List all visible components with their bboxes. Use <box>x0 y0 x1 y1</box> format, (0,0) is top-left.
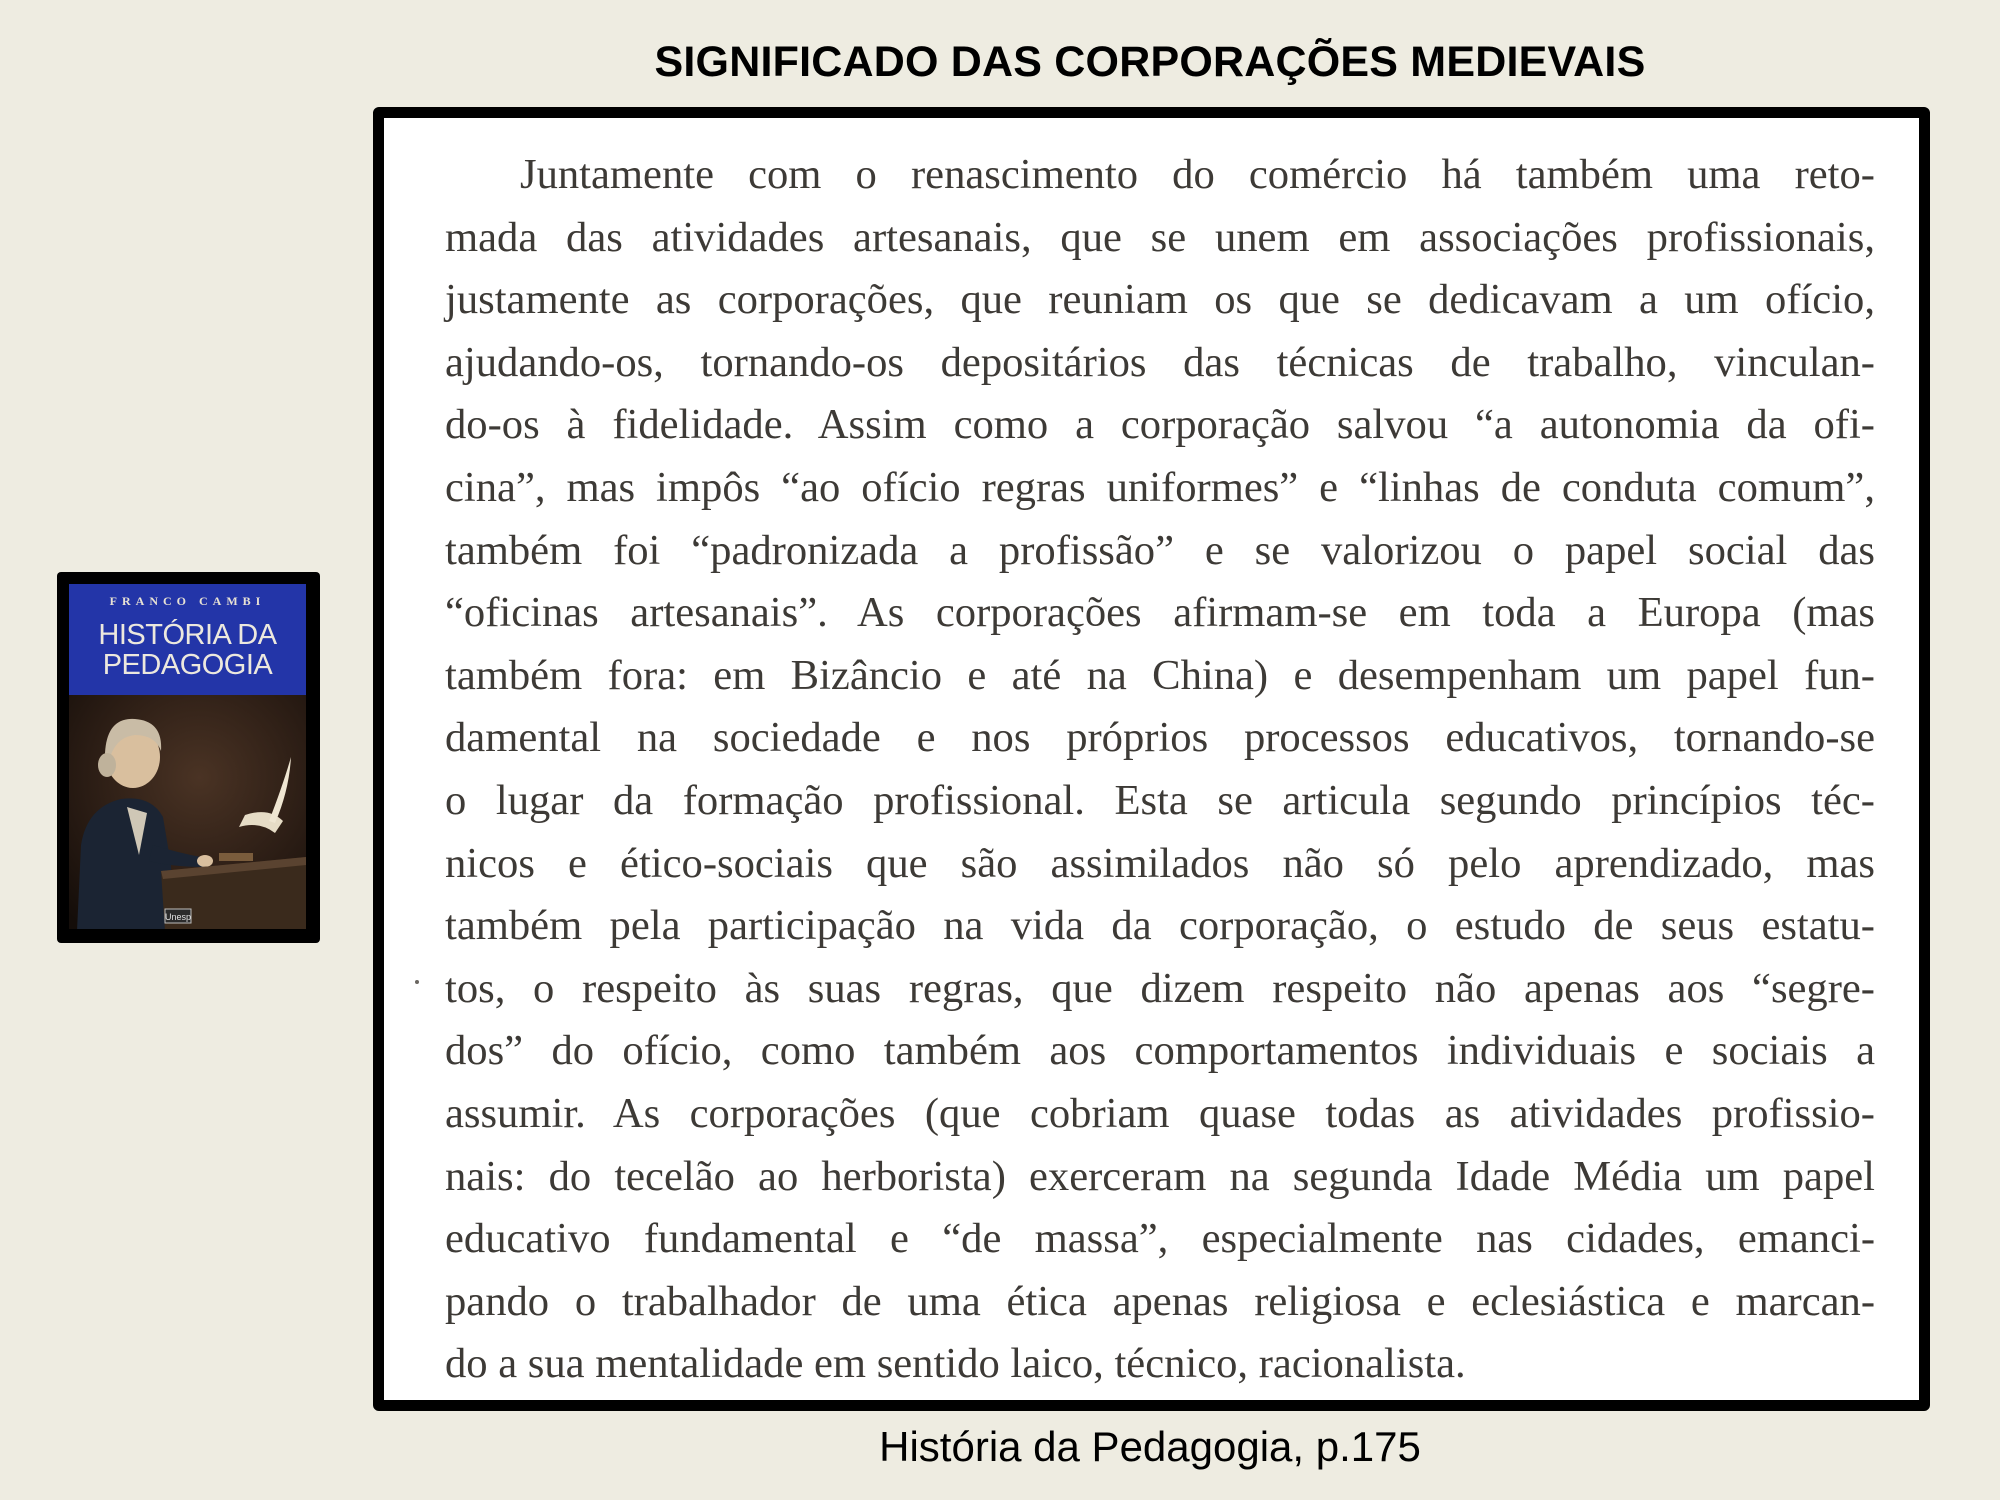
book-cover-inner <box>69 584 306 929</box>
quote-line: do-os à fidelidade. Assim como a corporação salvou “a autonomia da ofi- <box>445 401 1875 449</box>
quote-line: também foi “padronizada a profissão” e se valorizou o papel social das <box>445 526 1875 574</box>
quote-line: justamente as corporações, que reuniam os que se dedicavam a um ofício, <box>445 276 1875 324</box>
quote-line: cina”, mas impôs “ao ofício regras uniformes” e “linhas de conduta comum”, <box>445 463 1875 511</box>
quote-line: do a sua mentalidade em sentido laico, técnico, racionalista. <box>445 1340 1466 1388</box>
quote-line: educativo fundamental e “de massa”, especialmente nas cidades, emanci- <box>445 1215 1875 1263</box>
quote-line: dos” do ofício, como também aos comportamentos individuais e sociais a <box>445 1027 1875 1075</box>
scan-speck <box>415 980 419 984</box>
quote-line: damental na sociedade e nos próprios processos educativos, tornando-se <box>445 714 1875 762</box>
quote-line: nais: do tecelão ao herborista) exerceram na segunda Idade Média um papel <box>445 1152 1875 1200</box>
book-cover-publisher-logo: Unesp <box>164 912 192 922</box>
quote-line: também fora: em Bizâncio e até na China) e desempenham um papel fun- <box>445 651 1875 699</box>
book-cover-title <box>69 620 306 680</box>
quote-line: pando o trabalhador de uma ética apenas religiosa e eclesiástica e marcan- <box>445 1277 1875 1325</box>
quote-line: mada das atividades artesanais, que se unem em associações profissionais, <box>445 213 1875 261</box>
quote-line: assumir. As corporações (que cobriam quase todas as atividades profissio- <box>445 1089 1875 1137</box>
book-cover-author: FRANCO CAMBI <box>109 594 266 608</box>
quote-line: o lugar da formação profissional. Esta se articula segundo princípios téc- <box>445 776 1875 824</box>
quote-line: ajudando-os, tornando-os depositários das técnicas de trabalho, vinculan- <box>445 338 1875 386</box>
quote-line: também pela participação na vida da corporação, o estudo de seus estatu- <box>445 902 1875 950</box>
quote-line: nicos e ético-sociais que são assimilados não só pelo aprendizado, mas <box>445 839 1875 887</box>
quote-text <box>445 144 1875 1396</box>
book-cover-title-line-2: PEDAGOGIA <box>102 649 273 681</box>
book-cover-title-line-1: HISTÓRIA DA <box>98 619 277 651</box>
quote-line: “oficinas artesanais”. As corporações afirmam-se em toda a Europa (mas <box>445 589 1875 637</box>
slide-title: SIGNIFICADO DAS CORPORAÇÕES MEDIEVAIS <box>654 38 1646 86</box>
quote-panel <box>373 107 1930 1411</box>
book-cover-portrait-illustration <box>69 695 306 929</box>
quote-line: tos, o respeito às suas regras, que dizem respeito não apenas aos “segre- <box>445 964 1875 1012</box>
book-cover-title-band <box>69 584 306 695</box>
quote-line: Juntamente com o renascimento do comércio há também uma reto- <box>520 151 1875 198</box>
book-cover-image <box>57 572 320 943</box>
source-caption: História da Pedagogia, p.175 <box>879 1423 1421 1470</box>
